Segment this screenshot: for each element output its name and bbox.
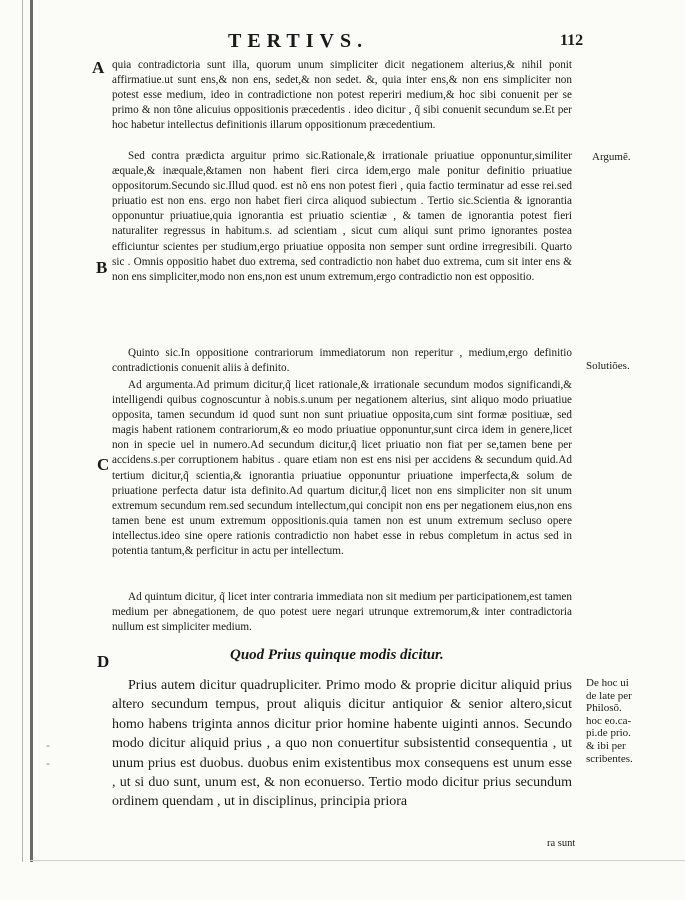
catchword: ra sunt [547,838,576,849]
paragraph-6: Prius autem dicitur quadrupliciter. Primo modo & proprie dicitur aliquid prius altero secundum tempus, prout aliquis dicitur antiquior & senior altero,sicut homo habens triginta annos dicitur prior homine habente uiginti annos. Secundo modo dicitur aliquid prius , a quo non conuertitur subsistentid consequentia , ut unum prius est duobus. duobus enim existentibus mox consequens est unum esse , ut si duo sunt, unum est, & non econuerso. Tertio modo dicitur prius secundum ordinem quendam , ut in disciplinus, principia priora [112,678,572,810]
reference-line: Philosõ. [586,702,622,715]
page-number: 112 [560,32,584,49]
margin-letter-d: D [97,652,110,671]
reference-line: hoc eo.ca- [586,714,632,727]
margin-letter-b: B [96,258,108,277]
page-gutter-shadow [22,0,23,862]
margin-mark-2: - [46,756,50,770]
paragraph-5: Ad quintum dicitur, q̃ licet inter contraria immediata non sit medium per participationem,est tamen medium per abnegationem, de quo potest uere negari utrunque extremorum,& inter contradictoria nullum est simpliciter medium. [112,591,572,634]
margin-letter-c: C [97,455,110,474]
paragraph-3: Quinto sic.In oppositione contrariorum immediatorum non reperitur , medium,ergo definitio contradictionis conuenit aliis à definito. [112,347,572,375]
running-header: TERTIVS. [228,30,369,52]
page-spine-line [30,0,33,862]
paragraph-1: quia contradictoria sunt illa, quorum unum simpliciter dicit negationem alterius,& nihil ponit affirmatiue.ut sunt ens,& non ens, sedet,& non sedet. &, quia inter ens,& non ens simpliciter non potest esse medium, ideo in contradictione non potest reperiri medium,& hoc sibi conuenit per se primo & non tõne alicuius oppositionis præcedentis . ideo dicitur , q̃ sibi conuenit secundum se.Et per hoc habetur intellectus definitionis illarum oppositionum præcedentium. [112,59,572,132]
side-note-argument: Argumẽ. [592,151,631,163]
page-bottom-edge [30,860,685,861]
reference-line: scribentes. [586,752,633,765]
margin-mark-1: - [46,738,50,752]
reference-line: pi.de prio. [586,727,631,740]
reference-line: & ibi per [586,739,626,752]
side-note-solution: Solutiões. [586,360,630,372]
section-heading: Quod Prius quinque modis dicitur. [230,647,444,663]
margin-letter-a: A [92,58,105,77]
paragraph-2: Sed contra prædicta arguitur primo sic.Rationale,& irrationale priuatiue opponuntur,similiter æquale,& inæquale,&tamen non habent fieri circa idem,ergo male ponitur definitio priuatiue oppositorum.Secundo sic.Illud quod. est nõ ens non potest fieri , quia factio terminatur ad esse rei.sed priuatio est non ens. ergo non habet fieri circa aliquod subiectum . Tertio sic.Scientia & ignorantia opponuntur priuatiue,quia ignorantia est priuatio scientiæ , & tamen de ignorantia potest fieri naturaliter regressus in habitum.s. ad scientiam , sicut cum aliqui sunt primo ignorantes postea efficiuntur scientes per studium,ergo priuatiue opposita non semper sunt ordine irregresibili. Quarto sic . Omnis oppositio habet duo extrema, sed contradictio non habet duo extrema, cum sit inter ens & non ens simpliciter,modo non ens,non est unum extremum,ergo contradictio non est oppositio. [112,150,572,283]
side-note-reference [586,677,682,765]
reference-line: de late per [586,689,632,702]
reference-line: De hoc ui [586,677,629,689]
paragraph-4: Ad argumenta.Ad primum dicitur,q̃ licet rationale,& irrationale secundum modos significandi,& intelligendi quibus cognoscuntur à nobis.s.unum per negationem alterius, sint aliquo modo priuatiue opposita, tamen secundum id quod sunt non sunt priuatiue opposita,cum sint formæ positiuæ, sed magis habent rationem contrariorum,& eo modo priuatiue opponuntur,sunt circa idem in genere,licet non in specie uel in numero.Ad secundum dicitur,q̃ licet priuatio non fiat per se,tamen bene per accidens.s.per corruptionem habitus . quare etiam non est ens nisi per accidens & secundum quid.Ad tertium dicitur,q̃ scientia,& ignorantia priuatiue opponuntur priuatione imperfecta,& solum de priuatione perfecta datur ista definito.Ad quartum dicitur,q̃ licet non ens simpliciter non sit unum extremum secundum rem.sed secundum intellectum,qui concipit non ens per negationem eius,non ens tamen bene est unum extremum oppositionis.quia tamen non est unum extremum secluso opere intellectus.ideo sine opere rationis contradictio non habet esse in rebus completum in actus sed in potentia tantum,& perficitur in actu per intellectum. [112,379,572,558]
